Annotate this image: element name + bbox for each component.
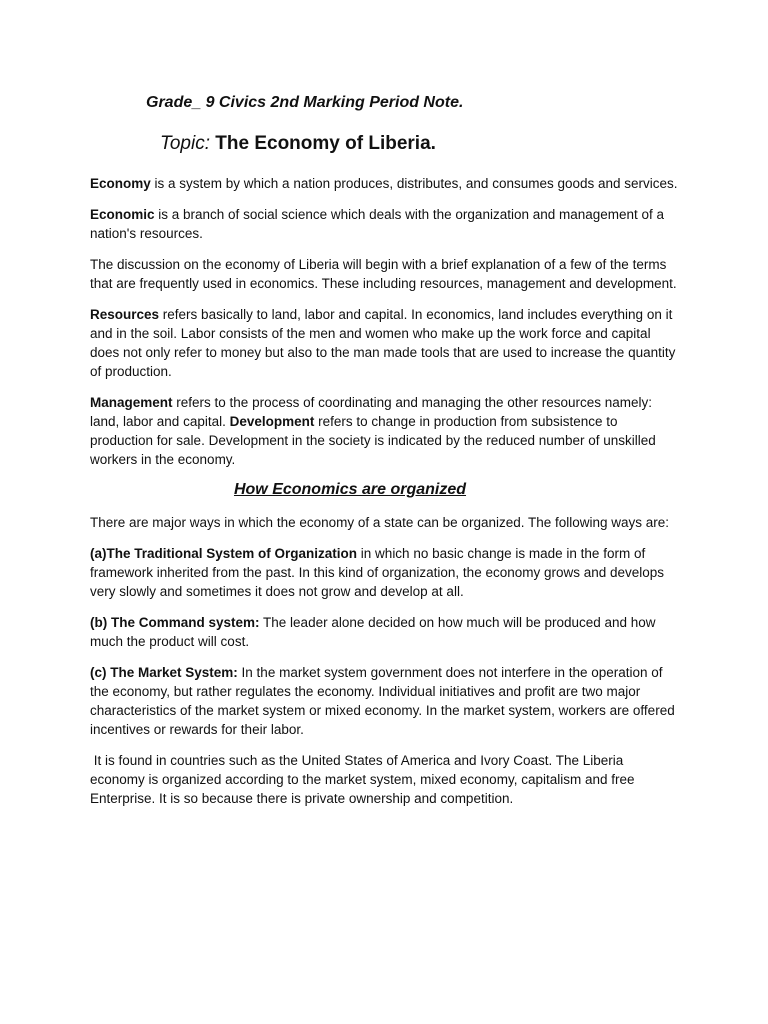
document-body xyxy=(90,174,680,820)
paragraph-economy xyxy=(90,174,680,193)
paragraph-market xyxy=(90,663,680,739)
term-development: Development xyxy=(229,414,315,429)
paragraph-text: In the market system government does not interfere in the operation of the economy, but rather regulates the economy. Individual initiatives and profit are two major characteristics of the market system or mixed economy. In the market system, workers are offered incentives or rewards for their labor. xyxy=(90,665,675,737)
paragraph-text: is a branch of social science which deals with the organization and management of a nation's resources. xyxy=(90,207,665,241)
paragraph-economic xyxy=(90,205,680,243)
topic-title: The Economy of Liberia. xyxy=(215,133,436,154)
term-economic: Economic xyxy=(90,207,155,222)
term-market-system: (c) The Market System: xyxy=(90,665,238,680)
paragraph-text: in which no basic change is made in the form of framework inherited from the past. In this kind of organization, the economy grows and develops very slowly and sometimes it does not grow and develop at all. xyxy=(90,546,665,599)
paragraph-text: is a system by which a nation produces, distributes, and consumes goods and services. xyxy=(150,176,678,191)
paragraph-management xyxy=(90,393,680,469)
term-resources: Resources xyxy=(90,307,160,322)
paragraph-resources xyxy=(90,305,680,381)
term-traditional-system: (a)The Traditional System of Organization xyxy=(90,546,358,561)
term-command-system: (b) The Command system: xyxy=(90,615,260,630)
document-title: Grade_ 9 Civics 2nd Marking Period Note. xyxy=(146,94,464,111)
paragraph-command xyxy=(90,613,680,651)
paragraph-text: The leader alone decided on how much will be produced and how much the product will cost. xyxy=(90,615,656,649)
topic-label: Topic: xyxy=(160,133,216,154)
paragraph-text: refers to change in production from subsistence to production for sale. Development in the society is indicated by the reduced number of unskilled workers in the economy. xyxy=(90,414,656,467)
topic-line xyxy=(160,133,436,155)
section-subheading: How Economics are organized xyxy=(233,481,467,498)
paragraph-discussion: The discussion on the economy of Liberia will begin with a brief explanation of a few of the terms that are frequently used in economics. These including resources, management and development. xyxy=(90,257,677,291)
paragraph-text: refers basically to land, labor and capital. In economics, land includes everything on it and in the soil. Labor consists of the men and women who make up the work force and capital does not only refer to money but also to the man made tools that are used to increase the quantity of production. xyxy=(90,307,676,379)
paragraph-traditional xyxy=(90,544,680,601)
paragraph-closing: It is found in countries such as the United States of America and Ivory Coast. The Liberia economy is organized according to the market system, mixed economy, capitalism and free Enterprise. It is so because there is private ownership and competition. xyxy=(90,753,639,806)
term-economy: Economy xyxy=(90,176,151,191)
paragraph-ways-intro: There are major ways in which the economy of a state can be organized. The following ways are: xyxy=(90,515,670,530)
term-management: Management xyxy=(90,395,173,410)
paragraph-text: refers to the process of coordinating and managing the other resources namely: land, labor and capital. xyxy=(90,395,653,429)
